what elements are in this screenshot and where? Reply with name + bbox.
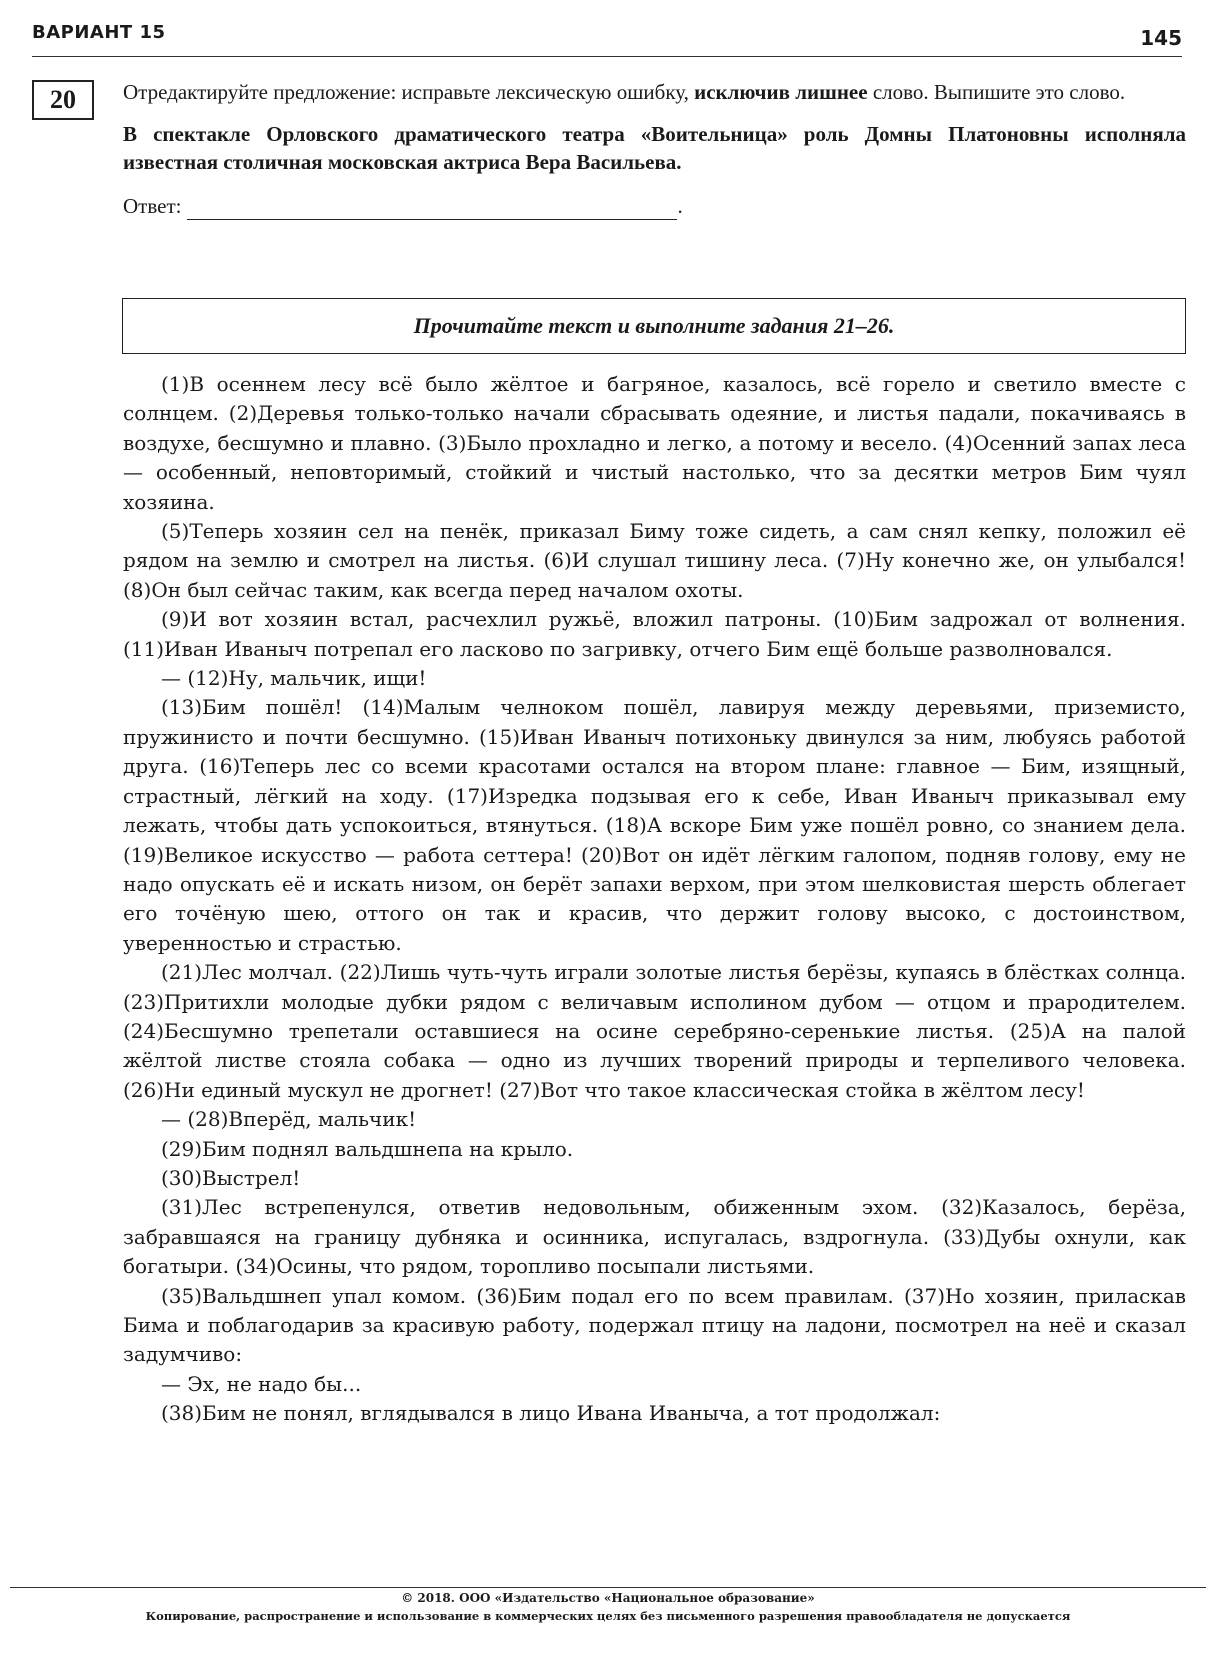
page-number: 145 <box>1140 26 1182 50</box>
answer-row <box>123 192 1186 220</box>
text-paragraph: (38)Бим не понял, вглядывался в лицо Ивана Иваныча, а тот продолжал: <box>161 1401 941 1426</box>
dialogue-line: — (12)Ну, мальчик, ищи! <box>161 666 427 691</box>
text-paragraph: (31)Лес встрепенулся, ответив недовольным, обиженным эхом. (32)Казалось, берёза, забравшаяся на границу дубняка и осинника, испугалась, вздрогнула. (33)Дубы охнули, как богатыри. (34)Осины, что рядом, торопливо посыпали листьями. <box>123 1195 1186 1279</box>
dialogue-line: — (28)Вперёд, мальчик! <box>161 1107 417 1132</box>
text-paragraph: (13)Бим пошёл! (14)Малым челноком пошёл, лавируя между деревьями, приземисто, пружинисто и почти бесшумно. (15)Иван Иваныч потихоньку двинулся за ним, любуясь работой друга. (16)Теперь лес со всеми красотами остался на втором плане: главное — Бим, изящный, страстный, лёгкий на ходу. (17)Изредка подзывая его к себе, Иван Иваныч приказывал ему лежать, чтобы дать успокоиться, втянуться. (18)А вскоре Бим уже пошёл ровно, со знанием дела. (19)Великое искусство — работа сеттера! (20)Вот он идёт лёгким галопом, подняв голову, ему не надо опускать её и искать низом, он берёт запахи верхом, при этом шелковистая шерсть облегает его точёную шею, оттого он так и красив, что держит голову высоко, с достоинством, уверенностью и страстью. <box>123 695 1186 955</box>
variant-label: ВАРИАНТ 15 <box>32 22 166 43</box>
answer-label: Ответ: <box>123 194 182 218</box>
answer-line[interactable] <box>187 199 677 220</box>
answer-end: . <box>677 194 683 218</box>
page-header <box>32 22 1182 50</box>
instruction-emphasis: исключив лишнее <box>694 80 868 104</box>
instruction-text-end: слово. Выпишите это слово. <box>867 80 1126 104</box>
text-paragraph: (21)Лес молчал. (22)Лишь чуть-чуть играли золотые листья берёзы, купаясь в блёстках солнца. (23)Притихли молодые дубки рядом с величавым исполином дубом — отцом и прародителем. (24)Бесшумно трепетали оставшиеся на осине серебряно-серенькие листья. (25)А на палой жёлтой листве стояла собака — одно из лучших творений природы и терпеливого человека. (26)Ни единый мускул не дрогнет! (27)Вот что такое классическая стойка в жёлтом лесу! <box>123 960 1186 1102</box>
footer-copyright: © 2018. ООО «Издательство «Национальное образование» <box>401 1591 815 1605</box>
reading-instruction-banner: Прочитайте текст и выполните задания 21–26. <box>122 298 1186 354</box>
task-instruction <box>123 78 1186 106</box>
reading-text <box>123 370 1186 1429</box>
task-number-box: 20 <box>32 80 94 120</box>
text-paragraph: (29)Бим поднял вальдшнепа на крыло. <box>161 1136 574 1161</box>
text-paragraph: (30)Выстрел! <box>161 1165 301 1190</box>
text-paragraph: (1)В осеннем лесу всё было жёлтое и багряное, казалось, всё горело и светило вместе с солнцем. (2)Деревья только-только начали сбрасывать одеяние, и листья падали, покачиваясь в воздухе, бесшумно и плавно. (3)Было прохладно и легко, а потому и весело. (4)Осенний запах леса — особенный, неповторимый, стойкий и чистый настолько, что за десятки метров Бим чуял хозяина. <box>123 372 1186 514</box>
text-paragraph: (35)Вальдшнеп упал комом. (36)Бим подал его по всем правилам. (37)Но хозяин, приласкав Бима и поблагодарив за красивую работу, подержал птицу на ладони, посмотрел на неё и сказал задумчиво: <box>123 1283 1186 1367</box>
task-20 <box>123 78 1186 220</box>
dialogue-line: — Эх, не надо бы... <box>161 1371 362 1396</box>
task-sentence: В спектакле Орловского драматического театра «Воительница» роль Домны Платоновны исполняла известная столичная московская актриса Вера Васильева. <box>123 122 1186 174</box>
footer-notice: Копирование, распространение и использование в коммерческих целях без письменного разрешения правообладателя не допускается <box>145 1609 1071 1623</box>
text-paragraph: (9)И вот хозяин встал, расчехлил ружьё, вложил патроны. (10)Бим задрожал от волнения. (11)Иван Иваныч потрепал его ласково по загривку, отчего Бим ещё больше разволновался. <box>123 607 1186 661</box>
instruction-text: Отредактируйте предложение: исправьте лексическую ошибку, <box>123 80 695 104</box>
text-paragraph: (5)Теперь хозяин сел на пенёк, приказал Биму тоже сидеть, а сам снял кепку, положил её рядом на землю и смотрел на листья. (6)И слушал тишину леса. (7)Ну конечно же, он улыбался! (8)Он был сейчас таким, как всегда перед началом охоты. <box>123 519 1186 602</box>
header-divider <box>32 56 1182 57</box>
footer-divider <box>10 1587 1206 1588</box>
